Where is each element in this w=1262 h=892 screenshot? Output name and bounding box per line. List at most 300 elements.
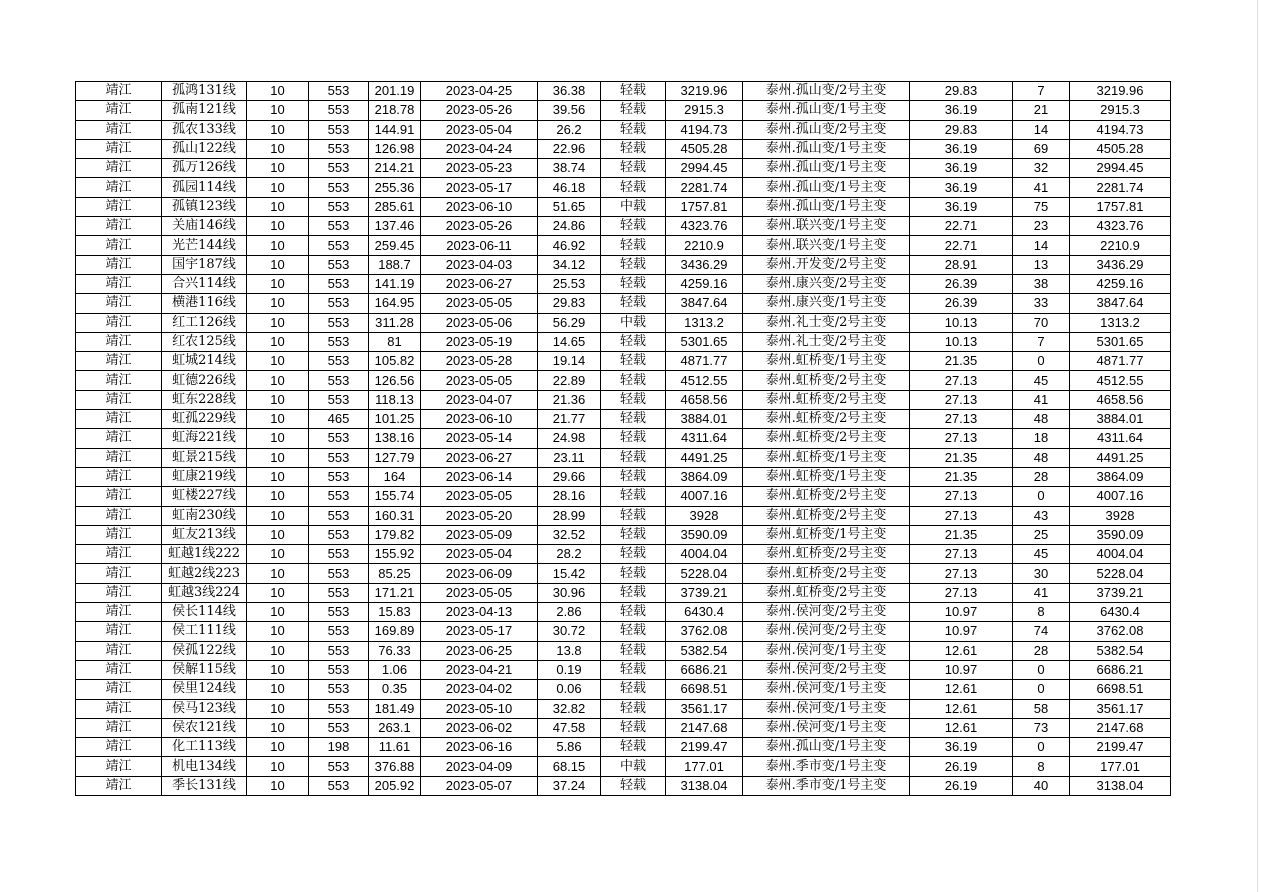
transformer-load-rate-cell: 27.13 [910, 371, 1013, 390]
line-name-cell: 虹景215线 [162, 448, 247, 467]
available-capacity-cell: 4512.55 [666, 371, 743, 390]
capacity-cell: 553 [309, 120, 369, 139]
table-row [76, 776, 1171, 795]
line-name-cell: 侯农121线 [162, 718, 247, 737]
capacity-cell: 553 [309, 506, 369, 525]
max-load-cell: 81 [369, 332, 421, 351]
date-cell: 2023-05-05 [421, 371, 538, 390]
capacity-cell: 553 [309, 448, 369, 467]
transformer-load-rate-cell: 27.13 [910, 564, 1013, 583]
load-rate-cell: 28.16 [538, 487, 601, 506]
remaining-capacity-cell: 3864.09 [1070, 467, 1171, 486]
county-cell: 靖江 [76, 603, 162, 622]
county-cell: 靖江 [76, 390, 162, 409]
line-name-cell: 合兴114线 [162, 274, 247, 293]
capacity-cell: 553 [309, 776, 369, 795]
remaining-capacity-cell: 3762.08 [1070, 622, 1171, 641]
load-rate-cell: 5.86 [538, 738, 601, 757]
county-cell: 靖江 [76, 738, 162, 757]
capacity-cell: 553 [309, 371, 369, 390]
table-row [76, 313, 1171, 332]
transformer-load-rate-cell: 36.19 [910, 159, 1013, 178]
transformer-load-rate-cell: 27.13 [910, 506, 1013, 525]
transformer-load-rate-cell: 12.61 [910, 680, 1013, 699]
date-cell: 2023-05-04 [421, 120, 538, 139]
table-row [76, 525, 1171, 544]
voltage-cell: 10 [247, 718, 309, 737]
table-row [76, 448, 1171, 467]
voltage-cell: 10 [247, 178, 309, 197]
table-row [76, 159, 1171, 178]
county-cell: 靖江 [76, 545, 162, 564]
max-load-cell: 101.25 [369, 410, 421, 429]
available-capacity-cell: 3864.09 [666, 467, 743, 486]
voltage-cell: 10 [247, 448, 309, 467]
remaining-capacity-cell: 2281.74 [1070, 178, 1171, 197]
county-cell: 靖江 [76, 294, 162, 313]
voltage-cell: 10 [247, 776, 309, 795]
voltage-cell: 10 [247, 757, 309, 776]
remaining-capacity-cell: 4871.77 [1070, 352, 1171, 371]
remaining-capacity-cell: 5382.54 [1070, 641, 1171, 660]
date-cell: 2023-05-05 [421, 294, 538, 313]
transformer-load-rate-cell: 27.13 [910, 429, 1013, 448]
transformer-cell: 泰州.虹桥变/2号主变 [743, 390, 910, 409]
voltage-cell: 10 [247, 738, 309, 757]
date-cell: 2023-06-11 [421, 236, 538, 255]
available-capacity-cell: 5228.04 [666, 564, 743, 583]
count-cell: 48 [1013, 410, 1070, 429]
table-row [76, 352, 1171, 371]
line-name-cell: 横港116线 [162, 294, 247, 313]
load-status-cell: 轻载 [601, 410, 666, 429]
count-cell: 28 [1013, 467, 1070, 486]
date-cell: 2023-04-24 [421, 139, 538, 158]
date-cell: 2023-05-06 [421, 313, 538, 332]
remaining-capacity-cell: 4323.76 [1070, 217, 1171, 236]
capacity-cell: 553 [309, 178, 369, 197]
load-status-cell: 轻载 [601, 294, 666, 313]
load-rate-cell: 47.58 [538, 718, 601, 737]
available-capacity-cell: 1313.2 [666, 313, 743, 332]
available-capacity-cell: 4505.28 [666, 139, 743, 158]
line-name-cell: 孤万126线 [162, 159, 247, 178]
max-load-cell: 126.98 [369, 139, 421, 158]
table-row [76, 506, 1171, 525]
line-name-cell: 虹越2线223 [162, 564, 247, 583]
voltage-cell: 10 [247, 159, 309, 178]
capacity-cell: 553 [309, 487, 369, 506]
available-capacity-cell: 3884.01 [666, 410, 743, 429]
transformer-cell: 泰州.侯河变/1号主变 [743, 699, 910, 718]
table-row [76, 545, 1171, 564]
capacity-cell: 553 [309, 467, 369, 486]
voltage-cell: 10 [247, 680, 309, 699]
line-name-cell: 侯解115线 [162, 660, 247, 679]
max-load-cell: 181.49 [369, 699, 421, 718]
available-capacity-cell: 6698.51 [666, 680, 743, 699]
available-capacity-cell: 2994.45 [666, 159, 743, 178]
count-cell: 8 [1013, 603, 1070, 622]
available-capacity-cell: 3762.08 [666, 622, 743, 641]
transformer-cell: 泰州.虹桥变/2号主变 [743, 506, 910, 525]
line-name-cell: 虹东228线 [162, 390, 247, 409]
date-cell: 2023-05-14 [421, 429, 538, 448]
transformer-load-rate-cell: 36.19 [910, 139, 1013, 158]
load-rate-cell: 13.8 [538, 641, 601, 660]
line-name-cell: 孤南121线 [162, 101, 247, 120]
remaining-capacity-cell: 2210.9 [1070, 236, 1171, 255]
county-cell: 靖江 [76, 217, 162, 236]
available-capacity-cell: 4658.56 [666, 390, 743, 409]
load-rate-cell: 51.65 [538, 197, 601, 216]
transformer-cell: 泰州.虹桥变/1号主变 [743, 467, 910, 486]
available-capacity-cell: 6430.4 [666, 603, 743, 622]
voltage-cell: 10 [247, 217, 309, 236]
table-row [76, 197, 1171, 216]
table-row [76, 660, 1171, 679]
date-cell: 2023-05-04 [421, 545, 538, 564]
line-name-cell: 孤鸿131线 [162, 82, 247, 101]
county-cell: 靖江 [76, 274, 162, 293]
load-status-cell: 轻载 [601, 332, 666, 351]
remaining-capacity-cell: 6698.51 [1070, 680, 1171, 699]
remaining-capacity-cell: 4491.25 [1070, 448, 1171, 467]
count-cell: 74 [1013, 622, 1070, 641]
capacity-cell: 198 [309, 738, 369, 757]
count-cell: 28 [1013, 641, 1070, 660]
transformer-load-rate-cell: 26.19 [910, 757, 1013, 776]
line-name-cell: 虹越1线222 [162, 545, 247, 564]
line-name-cell: 关庙146线 [162, 217, 247, 236]
remaining-capacity-cell: 4512.55 [1070, 371, 1171, 390]
max-load-cell: 137.46 [369, 217, 421, 236]
county-cell: 靖江 [76, 757, 162, 776]
max-load-cell: 155.92 [369, 545, 421, 564]
capacity-cell: 553 [309, 545, 369, 564]
remaining-capacity-cell: 5228.04 [1070, 564, 1171, 583]
transformer-load-rate-cell: 21.35 [910, 352, 1013, 371]
voltage-cell: 10 [247, 660, 309, 679]
remaining-capacity-cell: 4004.04 [1070, 545, 1171, 564]
county-cell: 靖江 [76, 718, 162, 737]
transformer-cell: 泰州.孤山变/1号主变 [743, 197, 910, 216]
load-status-cell: 轻载 [601, 564, 666, 583]
line-name-cell: 虹孤229线 [162, 410, 247, 429]
max-load-cell: 1.06 [369, 660, 421, 679]
count-cell: 14 [1013, 236, 1070, 255]
available-capacity-cell: 5301.65 [666, 332, 743, 351]
load-rate-cell: 15.42 [538, 564, 601, 583]
line-name-cell: 机电134线 [162, 757, 247, 776]
transformer-load-rate-cell: 12.61 [910, 699, 1013, 718]
load-rate-cell: 21.36 [538, 390, 601, 409]
transformer-load-rate-cell: 10.97 [910, 603, 1013, 622]
date-cell: 2023-06-27 [421, 274, 538, 293]
voltage-cell: 10 [247, 82, 309, 101]
load-rate-cell: 32.82 [538, 699, 601, 718]
capacity-cell: 553 [309, 255, 369, 274]
transformer-cell: 泰州.虹桥变/2号主变 [743, 410, 910, 429]
max-load-cell: 179.82 [369, 525, 421, 544]
available-capacity-cell: 6686.21 [666, 660, 743, 679]
load-status-cell: 轻载 [601, 699, 666, 718]
load-rate-cell: 32.52 [538, 525, 601, 544]
voltage-cell: 10 [247, 525, 309, 544]
county-cell: 靖江 [76, 101, 162, 120]
voltage-cell: 10 [247, 487, 309, 506]
count-cell: 7 [1013, 332, 1070, 351]
transformer-load-rate-cell: 27.13 [910, 545, 1013, 564]
date-cell: 2023-05-07 [421, 776, 538, 795]
voltage-cell: 10 [247, 564, 309, 583]
load-status-cell: 轻载 [601, 622, 666, 641]
transformer-cell: 泰州.孤山变/2号主变 [743, 82, 910, 101]
remaining-capacity-cell: 2147.68 [1070, 718, 1171, 737]
max-load-cell: 11.61 [369, 738, 421, 757]
available-capacity-cell: 2281.74 [666, 178, 743, 197]
voltage-cell: 10 [247, 236, 309, 255]
transformer-cell: 泰州.康兴变/2号主变 [743, 274, 910, 293]
available-capacity-cell: 4259.16 [666, 274, 743, 293]
count-cell: 73 [1013, 718, 1070, 737]
table-row [76, 699, 1171, 718]
load-status-cell: 轻载 [601, 583, 666, 602]
transformer-load-rate-cell: 28.91 [910, 255, 1013, 274]
count-cell: 13 [1013, 255, 1070, 274]
remaining-capacity-cell: 6430.4 [1070, 603, 1171, 622]
max-load-cell: 144.91 [369, 120, 421, 139]
transformer-load-rate-cell: 36.19 [910, 178, 1013, 197]
load-rate-cell: 46.18 [538, 178, 601, 197]
transformer-cell: 泰州.虹桥变/1号主变 [743, 448, 910, 467]
transformer-cell: 泰州.侯河变/2号主变 [743, 622, 910, 641]
max-load-cell: 169.89 [369, 622, 421, 641]
table-row [76, 718, 1171, 737]
voltage-cell: 10 [247, 467, 309, 486]
line-name-cell: 化工113线 [162, 738, 247, 757]
load-rate-cell: 30.96 [538, 583, 601, 602]
voltage-cell: 10 [247, 371, 309, 390]
max-load-cell: 138.16 [369, 429, 421, 448]
count-cell: 0 [1013, 352, 1070, 371]
county-cell: 靖江 [76, 120, 162, 139]
date-cell: 2023-05-26 [421, 217, 538, 236]
table-row [76, 738, 1171, 757]
remaining-capacity-cell: 4311.64 [1070, 429, 1171, 448]
county-cell: 靖江 [76, 564, 162, 583]
county-cell: 靖江 [76, 506, 162, 525]
transformer-load-rate-cell: 10.13 [910, 313, 1013, 332]
date-cell: 2023-06-09 [421, 564, 538, 583]
capacity-cell: 553 [309, 332, 369, 351]
voltage-cell: 10 [247, 583, 309, 602]
line-name-cell: 孤农133线 [162, 120, 247, 139]
remaining-capacity-cell: 4194.73 [1070, 120, 1171, 139]
load-rate-cell: 0.19 [538, 660, 601, 679]
transformer-cell: 泰州.孤山变/2号主变 [743, 120, 910, 139]
available-capacity-cell: 3138.04 [666, 776, 743, 795]
voltage-cell: 10 [247, 641, 309, 660]
transformer-load-rate-cell: 10.97 [910, 622, 1013, 641]
max-load-cell: 105.82 [369, 352, 421, 371]
voltage-cell: 10 [247, 545, 309, 564]
count-cell: 33 [1013, 294, 1070, 313]
voltage-cell: 10 [247, 622, 309, 641]
voltage-cell: 10 [247, 410, 309, 429]
voltage-cell: 10 [247, 603, 309, 622]
count-cell: 0 [1013, 660, 1070, 679]
transformer-cell: 泰州.虹桥变/2号主变 [743, 545, 910, 564]
date-cell: 2023-05-17 [421, 178, 538, 197]
line-name-cell: 孤园114线 [162, 178, 247, 197]
load-rate-cell: 39.56 [538, 101, 601, 120]
table-row [76, 641, 1171, 660]
max-load-cell: 201.19 [369, 82, 421, 101]
transformer-cell: 泰州.礼士变/2号主变 [743, 332, 910, 351]
line-name-cell: 孤镇123线 [162, 197, 247, 216]
capacity-cell: 553 [309, 699, 369, 718]
load-rate-cell: 19.14 [538, 352, 601, 371]
available-capacity-cell: 4871.77 [666, 352, 743, 371]
max-load-cell: 141.19 [369, 274, 421, 293]
remaining-capacity-cell: 4658.56 [1070, 390, 1171, 409]
load-rate-cell: 37.24 [538, 776, 601, 795]
transformer-cell: 泰州.孤山变/1号主变 [743, 101, 910, 120]
capacity-cell: 553 [309, 197, 369, 216]
county-cell: 靖江 [76, 332, 162, 351]
line-name-cell: 虹海221线 [162, 429, 247, 448]
transformer-load-rate-cell: 36.19 [910, 738, 1013, 757]
available-capacity-cell: 1757.81 [666, 197, 743, 216]
available-capacity-cell: 4007.16 [666, 487, 743, 506]
load-rate-cell: 22.89 [538, 371, 601, 390]
date-cell: 2023-06-10 [421, 197, 538, 216]
feeder-load-table [75, 81, 1171, 796]
date-cell: 2023-05-17 [421, 622, 538, 641]
transformer-cell: 泰州.孤山变/1号主变 [743, 159, 910, 178]
load-status-cell: 轻载 [601, 738, 666, 757]
transformer-cell: 泰州.虹桥变/2号主变 [743, 371, 910, 390]
count-cell: 40 [1013, 776, 1070, 795]
available-capacity-cell: 2147.68 [666, 718, 743, 737]
max-load-cell: 171.21 [369, 583, 421, 602]
table-row [76, 680, 1171, 699]
load-status-cell: 轻载 [601, 255, 666, 274]
remaining-capacity-cell: 177.01 [1070, 757, 1171, 776]
line-name-cell: 虹南230线 [162, 506, 247, 525]
county-cell: 靖江 [76, 429, 162, 448]
transformer-load-rate-cell: 21.35 [910, 525, 1013, 544]
remaining-capacity-cell: 5301.65 [1070, 332, 1171, 351]
county-cell: 靖江 [76, 660, 162, 679]
transformer-load-rate-cell: 27.13 [910, 487, 1013, 506]
load-rate-cell: 46.92 [538, 236, 601, 255]
remaining-capacity-cell: 3436.29 [1070, 255, 1171, 274]
available-capacity-cell: 2210.9 [666, 236, 743, 255]
count-cell: 25 [1013, 525, 1070, 544]
transformer-cell: 泰州.季市变/1号主变 [743, 776, 910, 795]
remaining-capacity-cell: 1757.81 [1070, 197, 1171, 216]
transformer-load-rate-cell: 10.97 [910, 660, 1013, 679]
capacity-cell: 553 [309, 101, 369, 120]
capacity-cell: 553 [309, 159, 369, 178]
transformer-cell: 泰州.虹桥变/2号主变 [743, 564, 910, 583]
transformer-cell: 泰州.孤山变/1号主变 [743, 139, 910, 158]
county-cell: 靖江 [76, 159, 162, 178]
load-status-cell: 轻载 [601, 487, 666, 506]
voltage-cell: 10 [247, 101, 309, 120]
county-cell: 靖江 [76, 699, 162, 718]
date-cell: 2023-04-09 [421, 757, 538, 776]
county-cell: 靖江 [76, 236, 162, 255]
load-rate-cell: 28.99 [538, 506, 601, 525]
capacity-cell: 553 [309, 236, 369, 255]
load-rate-cell: 56.29 [538, 313, 601, 332]
load-rate-cell: 24.86 [538, 217, 601, 236]
line-name-cell: 季长131线 [162, 776, 247, 795]
transformer-cell: 泰州.侯河变/1号主变 [743, 680, 910, 699]
date-cell: 2023-04-07 [421, 390, 538, 409]
max-load-cell: 214.21 [369, 159, 421, 178]
table-row [76, 236, 1171, 255]
table-row [76, 390, 1171, 409]
line-name-cell: 侯孤122线 [162, 641, 247, 660]
transformer-load-rate-cell: 12.61 [910, 641, 1013, 660]
date-cell: 2023-05-23 [421, 159, 538, 178]
capacity-cell: 553 [309, 622, 369, 641]
transformer-load-rate-cell: 21.35 [910, 467, 1013, 486]
transformer-cell: 泰州.孤山变/1号主变 [743, 178, 910, 197]
table-row [76, 410, 1171, 429]
voltage-cell: 10 [247, 352, 309, 371]
voltage-cell: 10 [247, 197, 309, 216]
count-cell: 48 [1013, 448, 1070, 467]
transformer-cell: 泰州.虹桥变/2号主变 [743, 583, 910, 602]
load-status-cell: 轻载 [601, 641, 666, 660]
county-cell: 靖江 [76, 371, 162, 390]
load-status-cell: 轻载 [601, 178, 666, 197]
transformer-cell: 泰州.康兴变/1号主变 [743, 294, 910, 313]
load-rate-cell: 24.98 [538, 429, 601, 448]
load-status-cell: 轻载 [601, 680, 666, 699]
available-capacity-cell: 5382.54 [666, 641, 743, 660]
line-name-cell: 侯工111线 [162, 622, 247, 641]
count-cell: 32 [1013, 159, 1070, 178]
table-row [76, 622, 1171, 641]
transformer-load-rate-cell: 29.83 [910, 120, 1013, 139]
capacity-cell: 553 [309, 660, 369, 679]
transformer-cell: 泰州.侯河变/2号主变 [743, 660, 910, 679]
transformer-cell: 泰州.虹桥变/1号主变 [743, 352, 910, 371]
date-cell: 2023-05-28 [421, 352, 538, 371]
max-load-cell: 76.33 [369, 641, 421, 660]
capacity-cell: 553 [309, 641, 369, 660]
load-status-cell: 轻载 [601, 525, 666, 544]
available-capacity-cell: 4194.73 [666, 120, 743, 139]
voltage-cell: 10 [247, 274, 309, 293]
table-row [76, 603, 1171, 622]
count-cell: 8 [1013, 757, 1070, 776]
load-rate-cell: 26.2 [538, 120, 601, 139]
transformer-load-rate-cell: 29.83 [910, 82, 1013, 101]
date-cell: 2023-05-09 [421, 525, 538, 544]
transformer-cell: 泰州.季市变/1号主变 [743, 757, 910, 776]
county-cell: 靖江 [76, 680, 162, 699]
date-cell: 2023-06-25 [421, 641, 538, 660]
max-load-cell: 155.74 [369, 487, 421, 506]
count-cell: 23 [1013, 217, 1070, 236]
